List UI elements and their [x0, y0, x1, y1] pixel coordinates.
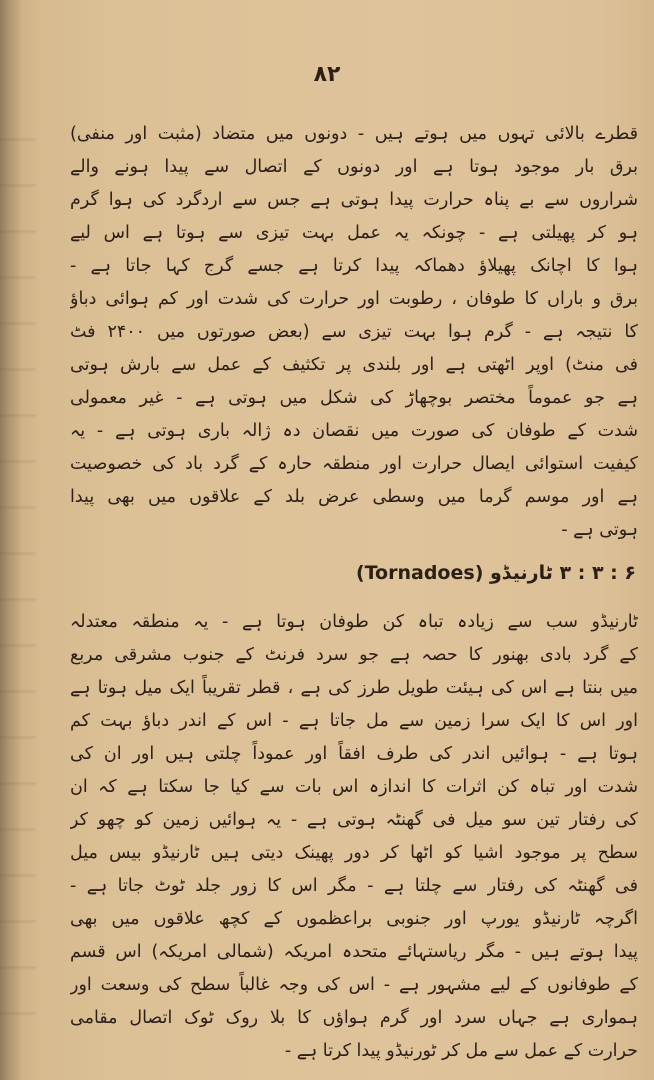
- text-line: ٹارنیڈو سب سے زیادہ تباہ کن طوفان ہوتا ہے - یہ منطقہ معتدلہ: [70, 612, 638, 632]
- text-line: برق بار موجود ہوتا ہے اور دونوں کے اتصال سے پیدا ہونے والے: [70, 157, 638, 177]
- text-line: ہوتا ہے - ہوائیں اندر کی طرف افقاً اور عموداً چلتی ہیں اور ان کی: [70, 744, 638, 764]
- text-line: کے طوفانوں کے لیے مشہور ہے - اس کی وجہ غالباً سطح کی وسعت اور: [70, 975, 638, 995]
- text-line: حرارت کے عمل سے مل کر ٹورنیڈو پیدا کرتا ہے -: [284, 1041, 638, 1061]
- text-line: قطرے بالائی تہوں میں ہوتے ہیں - دونوں میں متضاد (مثبت اور منفی): [70, 124, 638, 144]
- text-line: سطح پر موجود اشیا کو اٹھا کر دور پھینک دیتی ہیں ٹارنیڈو بیس میل: [70, 843, 638, 863]
- text-line: کا نتیجہ ہے - گرم ہوا بہت تیزی سے (بعض صورتوں میں ۲۴۰۰ فٹ: [70, 322, 638, 342]
- text-line: کیفیت استوائی ایصال حرارت اور منطقہ حارہ کے گرد باد کی خصوصیت: [70, 454, 638, 474]
- page-number: ۸۲: [313, 62, 341, 87]
- text-line: فی گھنٹہ کی رفتار سے چلتا ہے - مگر اس کا زور جلد ٹوٹ جاتا ہے -: [70, 876, 638, 896]
- text-line: میں بنتا ہے اس کی ہیئت طویل طرز کی ہے ، قطر تقریباً ایک میل ہوتا ہے: [70, 678, 638, 698]
- text-line: پیدا ہوتے ہیں - مگر ریاستہائے متحدہ امریکہ (شمالی امریکہ) اس قسم: [70, 942, 638, 962]
- text-line: کے گرد بادی بھنور کا حصہ ہے جو سرد فرنٹ کے جنوب مشرقی مربع: [70, 645, 638, 665]
- text-line: ہو کر پھیلتی ہے - چونکہ یہ عمل بہت تیزی سے ہوتا ہے اس لیے: [70, 223, 638, 243]
- section-title-urdu: ٹارنیڈو: [490, 562, 553, 584]
- text-line: برق و باراں کا طوفان ، رطوبت اور حرارت کی شدت اور کم ہوائی دباؤ: [70, 289, 638, 309]
- section-title-english: (Tornadoes): [355, 562, 484, 584]
- text-line: ہوا کا اچانک پھیلاؤ دھماکہ پیدا کرتا ہے جسے گرج کہا جاتا ہے -: [70, 256, 638, 276]
- section-number: ۶ : ۳ : ۳: [559, 562, 636, 584]
- text-line: اگرچہ ٹارنیڈو یورپ اور جنوبی براعظموں کے کچھ علاقوں میں بھی: [70, 909, 638, 929]
- text-line: ہے اور موسم گرما میں وسطی عرض بلد کے علاقوں میں بھی پیدا: [70, 487, 638, 507]
- text-line: کی رفتار تین سو میل فی گھنٹہ ہوتی ہے - یہ ہوائیں زمین کو چھو کر: [70, 810, 638, 830]
- bleed-through-text: [0, 120, 36, 1040]
- text-line: شدت کے طوفان کی صورت میں نقصان دہ ژالہ باری ہوتی ہے - یہ: [70, 421, 638, 441]
- paragraph-thunderstorm: [70, 118, 638, 547]
- text-line: ہمواری ہے جہاں سرد اور گرم ہواؤں کا بلا روک ٹوک اتصال مقامی: [70, 1008, 638, 1028]
- text-line: ہوتی ہے -: [561, 520, 638, 540]
- text-line: اور اس کا ایک سرا زمین سے مل جاتا ہے - اس کے اندر دباؤ بہت کم: [70, 711, 638, 731]
- text-line: شدت اور تباہ کن اثرات کا اندازہ اس بات سے کیا جا سکتا ہے کہ ان: [70, 777, 638, 797]
- paragraph-tornadoes: [70, 606, 638, 1068]
- text-line: فی منٹ) اوپر اٹھتی ہے اور بلندی پر تکثیف کے عمل سے بارش ہوتی: [70, 355, 638, 375]
- text-line: شراروں سے بے پناہ حرارت پیدا ہوتی ہے جس سے اردگرد کی ہوا گرم: [70, 190, 638, 210]
- text-line: ہے جو عموماً مختصر بوچھاڑ کی شکل میں ہوتی ہے - غیر معمولی: [70, 388, 638, 408]
- section-heading: [290, 556, 636, 590]
